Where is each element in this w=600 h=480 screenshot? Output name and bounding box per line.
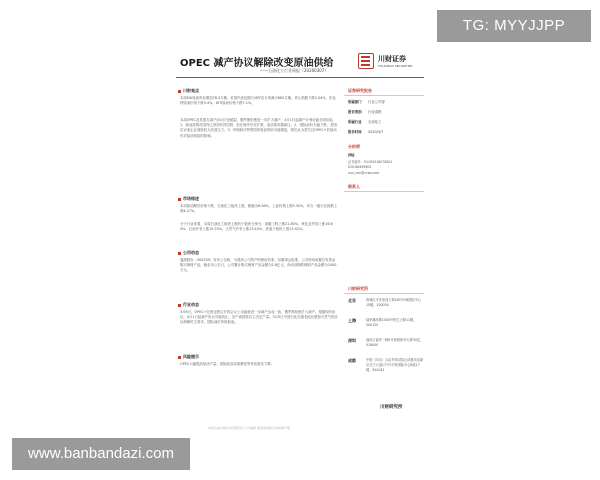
- section-heading-view: 川财观点: [178, 88, 199, 94]
- para-risk-1: OPEC大幅提高原油产量；国际政治局面紧张等导致需求下降。: [180, 362, 274, 366]
- sidebar-divider: [344, 191, 424, 192]
- footer-brand-logo: 川财研究所: [380, 405, 403, 410]
- brand-logo-icon: [358, 53, 374, 69]
- sidebar-analyst-title: 分析师: [348, 144, 360, 149]
- sidebar-divider: [344, 95, 424, 96]
- sidebar-title: 证券研究报告: [348, 88, 372, 93]
- doc-subtitle: ——石油化工行业周报（20200307）: [260, 68, 329, 73]
- document-page: [168, 44, 432, 434]
- section-heading-industry: 行业动态: [178, 302, 199, 308]
- para-market-1: 本周原油期货价格下跌，石油化工板块上涨，涨幅为6.08%，上证综指上涨5.35%，申万一级行业指数上涨4.27%。: [180, 204, 338, 214]
- brand-name: 川财证券: [378, 55, 406, 63]
- analyst-line-2: 010-66495902: [348, 165, 372, 169]
- section-heading-market: 市场综述: [178, 196, 199, 202]
- section-heading-risk: 风险提示: [178, 354, 199, 360]
- addr-text-shanghai: 陆家嘴环路1000号恒生大厦11楼，200120: [366, 318, 417, 327]
- watermark-tg: TG: MYYJJPP: [437, 10, 591, 42]
- para-industry-1: 3月6日，OPEC+在维也纳召开的会议上未能就进一步减产达成一致，俄罗斯拒绝扩大减产。根据现有协议，4月1日起减产协议可能终止，各产油国将自主决定产量。3月5日中国石化在湖北地区增加天然气供应以保障民生需求，国际油价持续低迷。: [180, 310, 338, 325]
- sidebar-row-dept: 所属部门 行业公司部: [348, 100, 385, 104]
- addr-city-chengdu: 成都: [348, 358, 356, 363]
- para-view-1: 本周EIA原油库存增加78.4万桶，美国汽油及馏分油库存分别减少682万桶、美元指数下跌2.04%，布伦特原油价格下跌5.4%，WTI原油价格下跌7.1%。: [180, 96, 336, 106]
- header-rule: [176, 77, 424, 78]
- sidebar-research-title: 川财研究所: [348, 286, 368, 291]
- addr-city-shanghai: 上海: [348, 318, 356, 323]
- sidebar-row-industry: 所属行业 石油化工: [348, 120, 382, 124]
- analyst-name: 孙灿: [348, 153, 355, 157]
- page-footer: 本报告由川财证券有限责任公司编制 谨请参阅尾页的重要声明: [208, 426, 290, 430]
- sidebar-row-type: 报告类别 行业周报: [348, 110, 382, 114]
- para-market-2: 分子行业来看，本周石油化工板块上涨的子板块分别为：油服工程上涨21.80%、炼化及贸易上涨16.63%、石油开采上涨15.53%、天然气开采上涨13.43%、其他子板块上涨13.42%。: [180, 222, 333, 232]
- watermark-site: www.banbandazi.com: [12, 438, 190, 470]
- para-company-1: 通源股份（300335）发布公告称，为提高公司资产的使用效率，经董事会批准，公司使用闲置自有资金购买理财产品，截至本公告日，公司累计购买理财产品金额为2.8亿元，尚未到期的理财产品金额为1000万元。: [180, 258, 337, 273]
- addr-text-shenzhen: 福田区福华一路6号免税商务大厦30层，518000: [366, 338, 424, 347]
- brand-name-en: CHUANCAI SECURITIES: [378, 64, 413, 68]
- addr-text-beijing: 西城区平安里西大街28号中海国际中心15楼，100034: [366, 298, 422, 307]
- para-view-2: 本周OPEC及其盟友减产协议讨论破裂，俄罗斯拒绝进一步扩大减产，4月1日起减产计划可能全面结束。1、新冠疫情在国内已得到有效控制，但在海外仍在扩散，原油需求端承压；2、国际油价大幅下跌，美国页岩油企业面临较大经营压力。3、伊朗和沙特等国家原油供给可能增加，我们认为需关注OPEC+后续动作对原油供给的影响。: [180, 118, 337, 138]
- analyst-line-3: sun_can@cczq.com: [348, 171, 380, 175]
- analyst-line-1: 证书编号：S1100516070001: [348, 160, 393, 164]
- addr-city-shenzhen: 深圳: [348, 338, 356, 343]
- doc-title: OPEC 减产协议解除改变原油供给: [180, 58, 334, 69]
- addr-text-chengdu: 中国（四川）自由贸易试验区成都市高新区交子大道177号中海国际中心B座17楼，610041: [366, 358, 424, 372]
- sidebar-row-date: 报告时间 2020/3/7: [348, 130, 384, 134]
- sidebar-divider: [344, 293, 424, 294]
- section-heading-company: 公司动态: [178, 250, 199, 256]
- sidebar-contact-title: 联系人: [348, 184, 360, 189]
- addr-city-beijing: 北京: [348, 298, 356, 303]
